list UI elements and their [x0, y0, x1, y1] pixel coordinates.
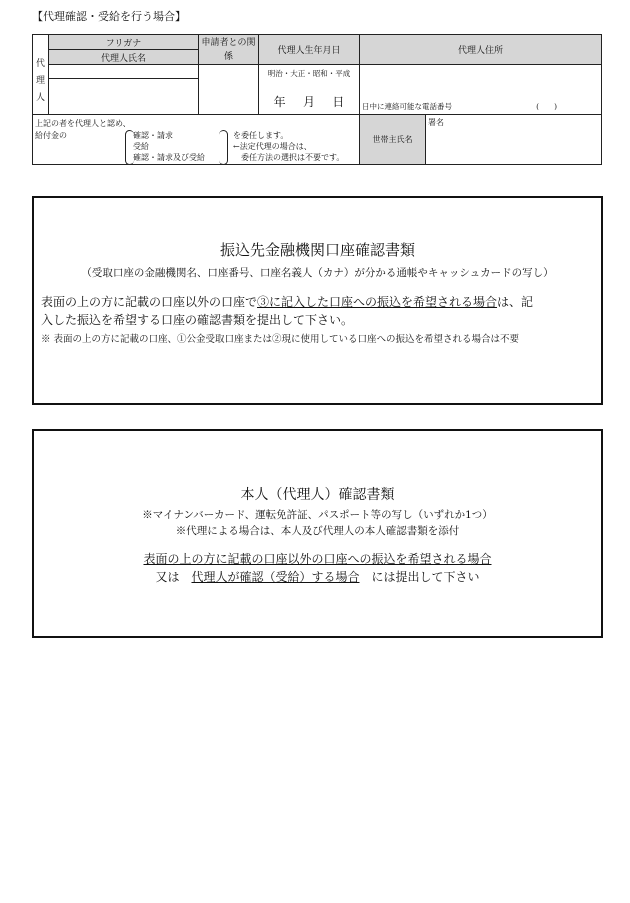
era-options: 明治・大正・昭和・平成 — [267, 69, 351, 78]
proxy-name-field[interactable] — [49, 79, 199, 115]
signature-field[interactable] — [426, 115, 602, 165]
section-title: 【代理確認・受給を行う場合】 — [32, 10, 186, 23]
delegate-text2: ←法定代理の場合は、 — [233, 142, 312, 151]
bank-box-note: ※ 表面の上の方に記載の口座、①公金受取口座または②現に使用している口座への振込を希望される場合は不要 — [41, 334, 520, 345]
furigana-field[interactable] — [49, 65, 199, 79]
relation-header: 申請者との関係 — [199, 35, 259, 65]
bank-box-instruction: 表面の上の方に記載の口座以外の口座で③に記入した口座への振込を希望される場合は、記 入した振込を希望する口座の確認書類を提出して下さい。 — [41, 295, 534, 327]
delegate-text1: を委任します。 — [233, 131, 289, 140]
dob-header: 代理人生年月日 — [259, 35, 360, 65]
id-box-line4: 又は 代理人が確認（受給）する場合 には提出して下さい — [155, 570, 480, 584]
phone-paren: ( ) — [536, 102, 558, 111]
bank-box-title: 振込先金融機関口座確認書類 — [219, 241, 415, 259]
delegation-cell — [33, 115, 360, 165]
furigana-header: フリガナ — [49, 35, 199, 50]
option-receive[interactable]: 受給 — [133, 142, 149, 151]
month-label: 月 — [302, 95, 315, 109]
phone-label: 日中に連絡可能な電話番号 — [362, 102, 452, 111]
id-box-line3: 表面の上の方に記載の口座以外の口座への振込を希望される場合 — [143, 552, 492, 566]
option-confirm-request[interactable]: 確認・請求 — [133, 131, 173, 140]
bank-box-subtitle: （受取口座の金融機関名、口座番号、口座名義人（カナ）が分かる通帳やキャッシュカードの写し） — [81, 267, 554, 279]
name-header: 代理人氏名 — [49, 50, 199, 65]
id-document-box — [32, 429, 603, 638]
signature-label: 署名 — [428, 118, 444, 127]
proxy-side-label: 代 理 人 — [33, 35, 49, 115]
id-box-line2: ※代理による場合は、本人及び代理人の本人確認書類を添付 — [175, 525, 460, 537]
delegation-line2: 給付金の — [35, 131, 67, 140]
address-field[interactable] — [360, 65, 602, 115]
year-label: 年 — [273, 95, 286, 109]
id-box-line1: ※マイナンバーカード、運転免許証、パスポート等の写し（いずれか1つ） — [142, 509, 493, 521]
householder-label: 世帯主氏名 — [360, 115, 426, 165]
option-both[interactable]: 確認・請求及び受給 — [133, 153, 205, 162]
bank-document-box — [32, 196, 603, 405]
day-label: 日 — [332, 95, 345, 109]
id-box-title: 本人（代理人）確認書類 — [240, 487, 395, 503]
dob-field[interactable] — [259, 65, 360, 115]
address-header: 代理人住所 — [360, 35, 602, 65]
delegate-text3: 委任方法の選択は不要です。 — [241, 153, 345, 162]
proxy-form-table — [32, 34, 602, 165]
delegation-line1: 上記の者を代理人と認め、 — [35, 119, 131, 128]
relation-field[interactable] — [199, 65, 259, 115]
right-bracket — [219, 130, 228, 165]
